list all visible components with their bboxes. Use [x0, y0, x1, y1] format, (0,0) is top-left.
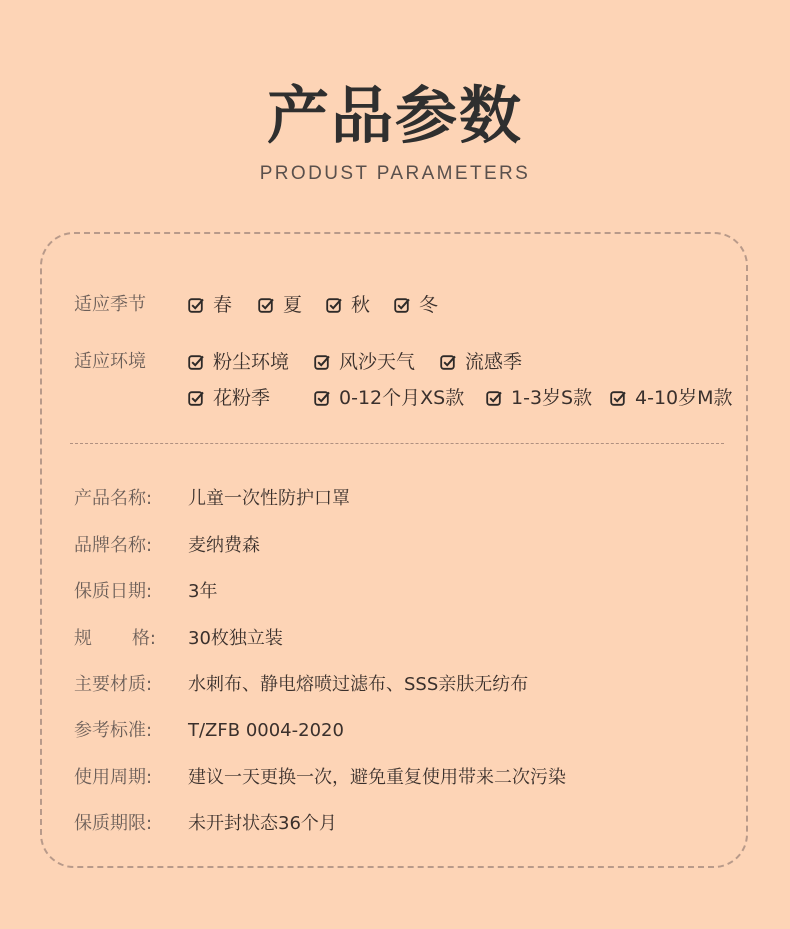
- checkbox-checked-icon: [440, 354, 456, 370]
- environment-option-label: 风沙天气: [339, 351, 416, 373]
- checkbox-checked-icon: [326, 297, 342, 313]
- spec-label-part: 格:: [131, 628, 156, 649]
- spec-label-part: 规: [74, 628, 92, 649]
- page-subtitle: PRODUST PARAMETERS: [259, 163, 531, 184]
- spec-label: 主要材质:: [74, 674, 153, 695]
- spec-label: 参考标准:: [74, 720, 153, 741]
- season-option: [394, 293, 438, 317]
- environments-label: 适应环境: [74, 351, 146, 372]
- checkbox-checked-icon: [610, 390, 626, 406]
- checkbox-checked-icon: [314, 354, 330, 370]
- environment-option-label: 花粉季: [213, 387, 271, 409]
- spec-label: 使用周期:: [74, 767, 153, 788]
- environment-option-label: 4-10岁M款: [635, 387, 733, 409]
- checkbox-checked-icon: [188, 390, 204, 406]
- season-option-label: 春: [213, 294, 233, 316]
- spec-value: 3年: [188, 581, 218, 602]
- spec-value: 水刺布、静电熔喷过滤布、SSS亲肤无纺布: [188, 674, 529, 695]
- season-option-label: 夏: [283, 294, 303, 316]
- spec-value: T/ZFB 0004-2020: [188, 720, 344, 741]
- environment-option: [314, 386, 464, 410]
- environment-option: [314, 350, 415, 374]
- season-option: [258, 293, 302, 317]
- environment-option-label: 流感季: [465, 351, 523, 373]
- spec-label: 保质期限:: [74, 813, 153, 834]
- spec-label: 产品名称:: [74, 488, 153, 509]
- season-option-label: 冬: [419, 294, 439, 316]
- season-option: [326, 293, 370, 317]
- page-title: 产品参数: [266, 79, 523, 152]
- spec-value: 建议一天更换一次，避免重复使用带来二次污染: [188, 767, 566, 788]
- spec-label: 保质日期:: [74, 581, 153, 602]
- checkbox-checked-icon: [314, 390, 330, 406]
- environment-option: [440, 350, 522, 374]
- environment-option-label: 1-3岁S款: [511, 387, 593, 409]
- spec-value: 30枚独立装: [188, 628, 283, 649]
- spec-value: 麦纳费森: [188, 535, 260, 556]
- checkbox-checked-icon: [394, 297, 410, 313]
- spec-value: 儿童一次性防护口罩: [188, 488, 350, 509]
- environment-option: [610, 386, 733, 410]
- checkbox-checked-icon: [258, 297, 274, 313]
- season-option-label: 秋: [351, 294, 371, 316]
- checkbox-checked-icon: [486, 390, 502, 406]
- spec-value: 未开封状态36个月: [188, 813, 337, 834]
- spec-label: [74, 627, 156, 651]
- seasons-label: 适应季节: [74, 294, 146, 315]
- checkbox-checked-icon: [188, 297, 204, 313]
- environment-option-label: 粉尘环境: [213, 351, 290, 373]
- spec-label: 品牌名称:: [74, 535, 153, 556]
- season-option: [188, 293, 232, 317]
- environment-option: [188, 386, 270, 410]
- environment-option: [486, 386, 592, 410]
- checkbox-checked-icon: [188, 354, 204, 370]
- section-divider: [70, 443, 724, 444]
- environment-option-label: 0-12个月XS款: [339, 387, 465, 409]
- environment-option: [188, 350, 289, 374]
